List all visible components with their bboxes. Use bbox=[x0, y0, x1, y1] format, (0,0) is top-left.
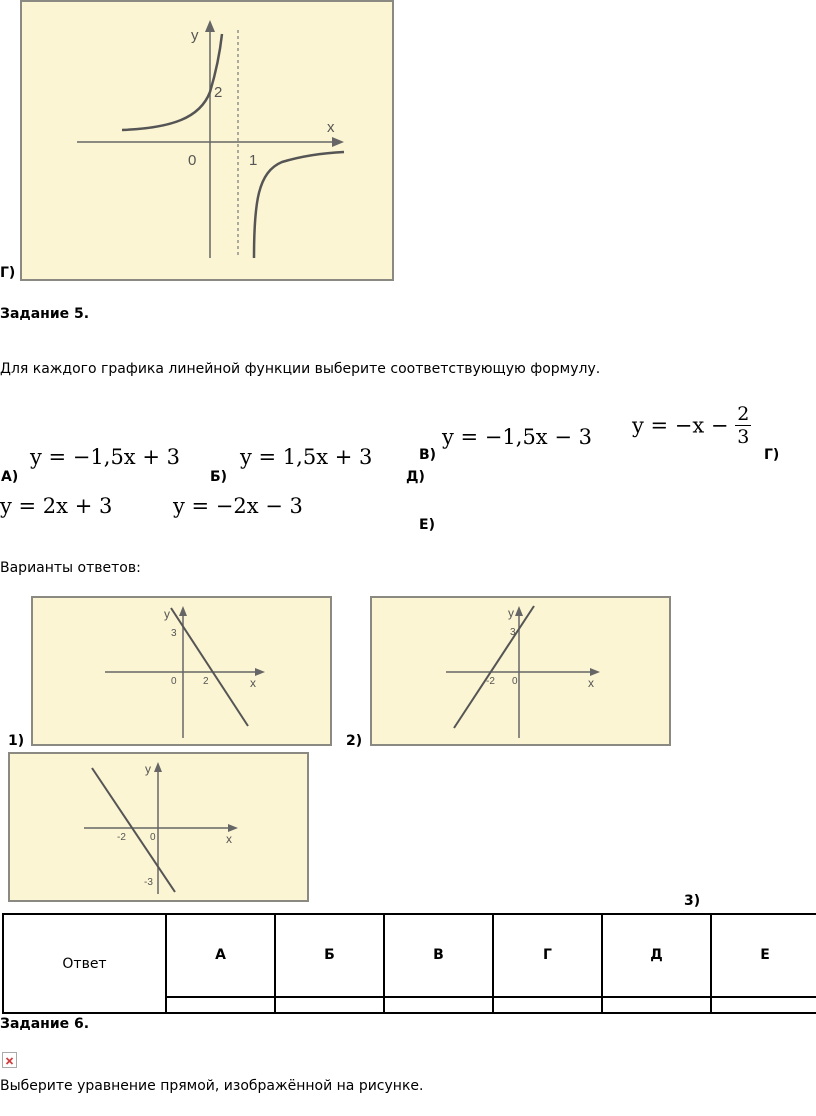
graph1-x-tick: 2 bbox=[203, 676, 209, 687]
graph2-origin: 0 bbox=[512, 676, 518, 687]
option-g-fraction bbox=[735, 403, 751, 448]
variants-title: Варианты ответов: bbox=[0, 560, 141, 576]
task6-instruction: Выберите уравнение прямой, изображённой на рисунке. bbox=[0, 1078, 424, 1094]
answer-graph-1 bbox=[31, 596, 332, 746]
graph1-x-label: x bbox=[250, 676, 256, 690]
option-g-numerator: 2 bbox=[737, 403, 750, 425]
y-tick-label: 2 bbox=[214, 84, 223, 101]
answer-cell-v[interactable] bbox=[384, 997, 493, 1014]
option-a-formula: y = −1,5x + 3 bbox=[30, 445, 180, 469]
task6-title: Задание 6. bbox=[0, 1016, 90, 1032]
answer-cell-a[interactable] bbox=[166, 997, 275, 1014]
option-e-label: Е) bbox=[419, 517, 435, 533]
graph2-x-label: x bbox=[588, 676, 594, 690]
graph1-label: 1) bbox=[8, 733, 25, 749]
answer-graph-3 bbox=[8, 752, 309, 902]
graph2-x-tick: -2 bbox=[486, 676, 495, 687]
hyperbola-graph bbox=[20, 0, 394, 281]
graph1-y-label: y bbox=[164, 607, 170, 621]
answer-header-g: Г bbox=[493, 914, 602, 997]
option-b-formula: y = 1,5x + 3 bbox=[240, 445, 373, 469]
option-d-label: Д) bbox=[406, 469, 425, 485]
broken-image-icon bbox=[2, 1052, 17, 1068]
answer-header-v: В bbox=[384, 914, 493, 997]
graph3-y-label: y bbox=[145, 762, 151, 776]
answer-cell-e[interactable] bbox=[711, 997, 816, 1014]
graph3-x-tick: -2 bbox=[117, 832, 126, 843]
option-g-label: Г) bbox=[764, 447, 780, 463]
origin-label: 0 bbox=[188, 152, 197, 169]
answer-header-a: А bbox=[166, 914, 275, 997]
option-b-label: Б) bbox=[210, 469, 228, 485]
y-axis-label: y bbox=[191, 27, 199, 44]
x-tick-label: 1 bbox=[249, 152, 258, 169]
task4-option-label: Г) bbox=[0, 265, 16, 281]
answer-header-d: Д bbox=[602, 914, 711, 997]
graph2-y-tick: 3 bbox=[510, 627, 516, 638]
graph1-y-tick: 3 bbox=[171, 628, 177, 639]
answer-graph-2 bbox=[370, 596, 671, 746]
option-a-label: А) bbox=[1, 469, 19, 485]
task5-instruction: Для каждого графика линейной функции выберите соответствующую формулу. bbox=[0, 361, 601, 377]
graph3-x-label: x bbox=[226, 832, 232, 846]
answer-cell-d[interactable] bbox=[602, 997, 711, 1014]
answer-header-b: Б bbox=[275, 914, 384, 997]
option-v-formula: y = −1,5x − 3 bbox=[442, 425, 592, 449]
answer-table bbox=[2, 913, 816, 1014]
graph2-y-label: y bbox=[508, 606, 514, 620]
task5-title: Задание 5. bbox=[0, 306, 90, 322]
answer-row-label: Ответ bbox=[3, 914, 166, 1013]
option-d-formula: y = 2x + 3 bbox=[0, 494, 113, 518]
graph3-label: 3) bbox=[684, 893, 701, 909]
x-axis-label: x bbox=[327, 119, 335, 136]
option-g-formula bbox=[632, 403, 751, 448]
graph3-origin: 0 bbox=[150, 832, 156, 843]
graph2-label: 2) bbox=[346, 733, 363, 749]
graph1-origin: 0 bbox=[171, 676, 177, 687]
answer-cell-b[interactable] bbox=[275, 997, 384, 1014]
option-e-formula: y = −2x − 3 bbox=[173, 494, 303, 518]
answer-header-e: Е bbox=[711, 914, 816, 997]
graph3-y-tick: -3 bbox=[144, 877, 153, 888]
option-g-formula-prefix: y = −x − bbox=[632, 413, 729, 438]
option-v-label: В) bbox=[419, 447, 437, 463]
option-g-denominator: 3 bbox=[737, 426, 750, 448]
answer-cell-g[interactable] bbox=[493, 997, 602, 1014]
